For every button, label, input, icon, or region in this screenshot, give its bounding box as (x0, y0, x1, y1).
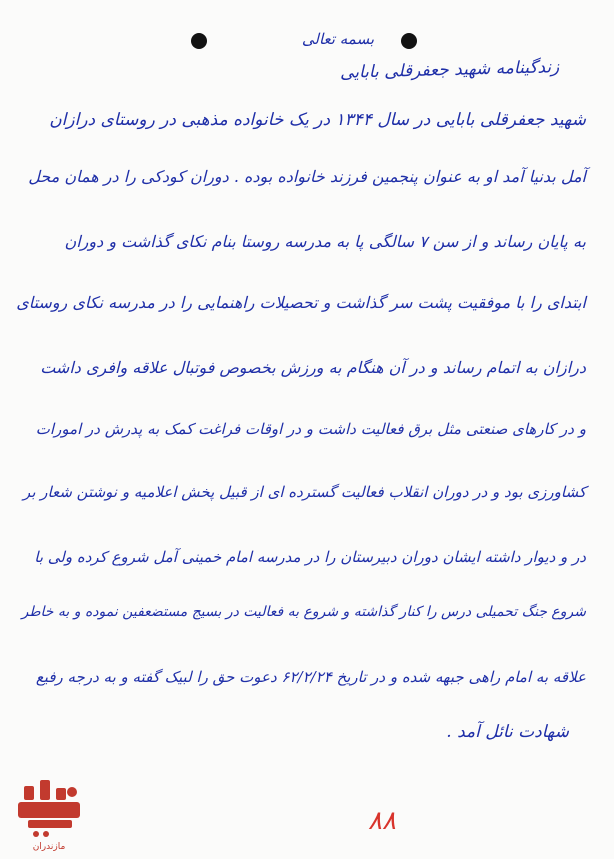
text-line-8: در و دیوار داشته ایشان دوران دبیرستان را در مدرسه امام خمینی آمل شروع کرده ولی با (34, 548, 586, 566)
text-line-9: شروع جنگ تحمیلی درس را کنار گذاشته و شروع به فعالیت در بسیج مستضعفین نموده و به خاطر (21, 604, 586, 620)
text-line-7: کشاورزی بود و در دوران انقلاب فعالیت گسترده ای از قبیل پخش اعلامیه و نوشتن شعار بر (23, 483, 586, 501)
punch-hole-left (191, 33, 207, 49)
text-line-2: آمل بدنیا آمد او به عنوان پنجمین فرزند خانواده بوده . دوران کودکی را در همان محل (28, 167, 586, 186)
text-line-6: و در کارهای صنعتی مثل برق فعالیت داشت و در اوقات فراغت کمک به پدرش در امورات (35, 420, 586, 438)
text-line-10: علاقه به امام راهی جبهه شده و در تاریخ ۶۲/۲/۲۴ دعوت حق را لبیک گفته و به درجه رفیع (35, 668, 586, 686)
text-line-3: به پایان رساند و از سن ۷ سالگی پا به مدرسه روستا بنام نکای گذاشت و دوران (64, 232, 586, 251)
punch-hole-right (401, 33, 417, 49)
bismillah-heading: بسمه تعالی (301, 30, 374, 48)
navid-shahed-logo (4, 776, 94, 852)
page-number: ۸۸ (368, 806, 396, 836)
text-line-5: درازان به اتمام رساند و در آن هنگام به ورزش بخصوص فوتبال علاقه وافری داشت (40, 358, 586, 377)
navid-shahed-logo-mark (4, 776, 94, 840)
text-line-11: شهادت نائل آمد . (446, 722, 569, 742)
document-title: زندگینامه شهید جعفرقلی بابایی (339, 57, 560, 83)
logo-subtitle: مازندران (32, 842, 66, 852)
text-line-4: ابتدای را با موفقیت پشت سر گذاشت و تحصیلات راهنمایی را در مدرسه نکای روستای (16, 293, 586, 312)
text-line-1: شهید جعفرقلی بابایی در سال ۱۳۴۴ در یک خانواده مذهبی در روستای درازان (49, 110, 586, 130)
